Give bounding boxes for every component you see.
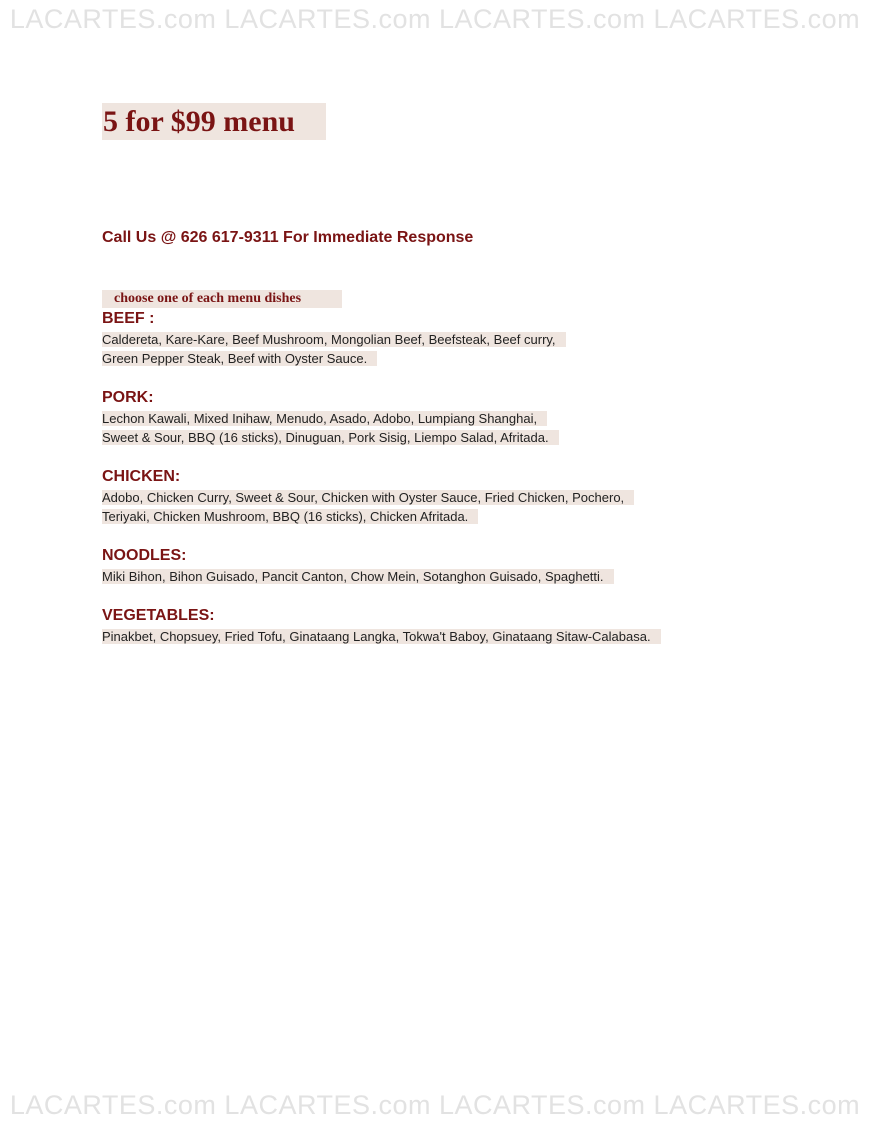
menu-title: 5 for $99 menu xyxy=(102,103,326,140)
section-heading: PORK: xyxy=(102,389,154,406)
section-vegetables xyxy=(102,607,661,646)
dish-line: Pinakbet, Chopsuey, Fried Tofu, Ginataang Langka, Tokwa't Baboy, Ginataang Sitaw-Calabasa. xyxy=(102,627,661,646)
choose-label: choose one of each menu dishes xyxy=(102,290,342,308)
dish-line: Green Pepper Steak, Beef with Oyster Sauce. xyxy=(102,349,566,368)
dish-line: Sweet & Sour, BBQ (16 sticks), Dinuguan, Pork Sisig, Liempo Salad, Afritada. xyxy=(102,428,559,447)
call-line: Call Us @ 626 617-9311 For Immediate Response xyxy=(102,229,474,246)
watermark-bottom: LACARTES.com LACARTES.com LACARTES.com LACARTES.com xyxy=(9,1090,861,1120)
section-chicken xyxy=(102,468,634,526)
dish-line: Miki Bihon, Bihon Guisado, Pancit Canton, Chow Mein, Sotanghon Guisado, Spaghetti. xyxy=(102,567,614,586)
section-heading: VEGETABLES: xyxy=(102,607,215,624)
section-heading: CHICKEN: xyxy=(102,468,181,485)
watermark-top: LACARTES.com LACARTES.com LACARTES.com LACARTES.com xyxy=(9,4,861,34)
section-heading: BEEF : xyxy=(102,310,155,327)
dish-line: Lechon Kawali, Mixed Inihaw, Menudo, Asado, Adobo, Lumpiang Shanghai, xyxy=(102,409,559,428)
section-noodles xyxy=(102,547,614,586)
dish-line: Adobo, Chicken Curry, Sweet & Sour, Chicken with Oyster Sauce, Fried Chicken, Pochero, xyxy=(102,488,634,507)
section-heading: NOODLES: xyxy=(102,547,187,564)
dish-line: Teriyaki, Chicken Mushroom, BBQ (16 sticks), Chicken Afritada. xyxy=(102,507,634,526)
dish-line: Caldereta, Kare-Kare, Beef Mushroom, Mongolian Beef, Beefsteak, Beef curry, xyxy=(102,330,566,349)
section-beef xyxy=(102,310,566,368)
section-pork xyxy=(102,389,559,447)
